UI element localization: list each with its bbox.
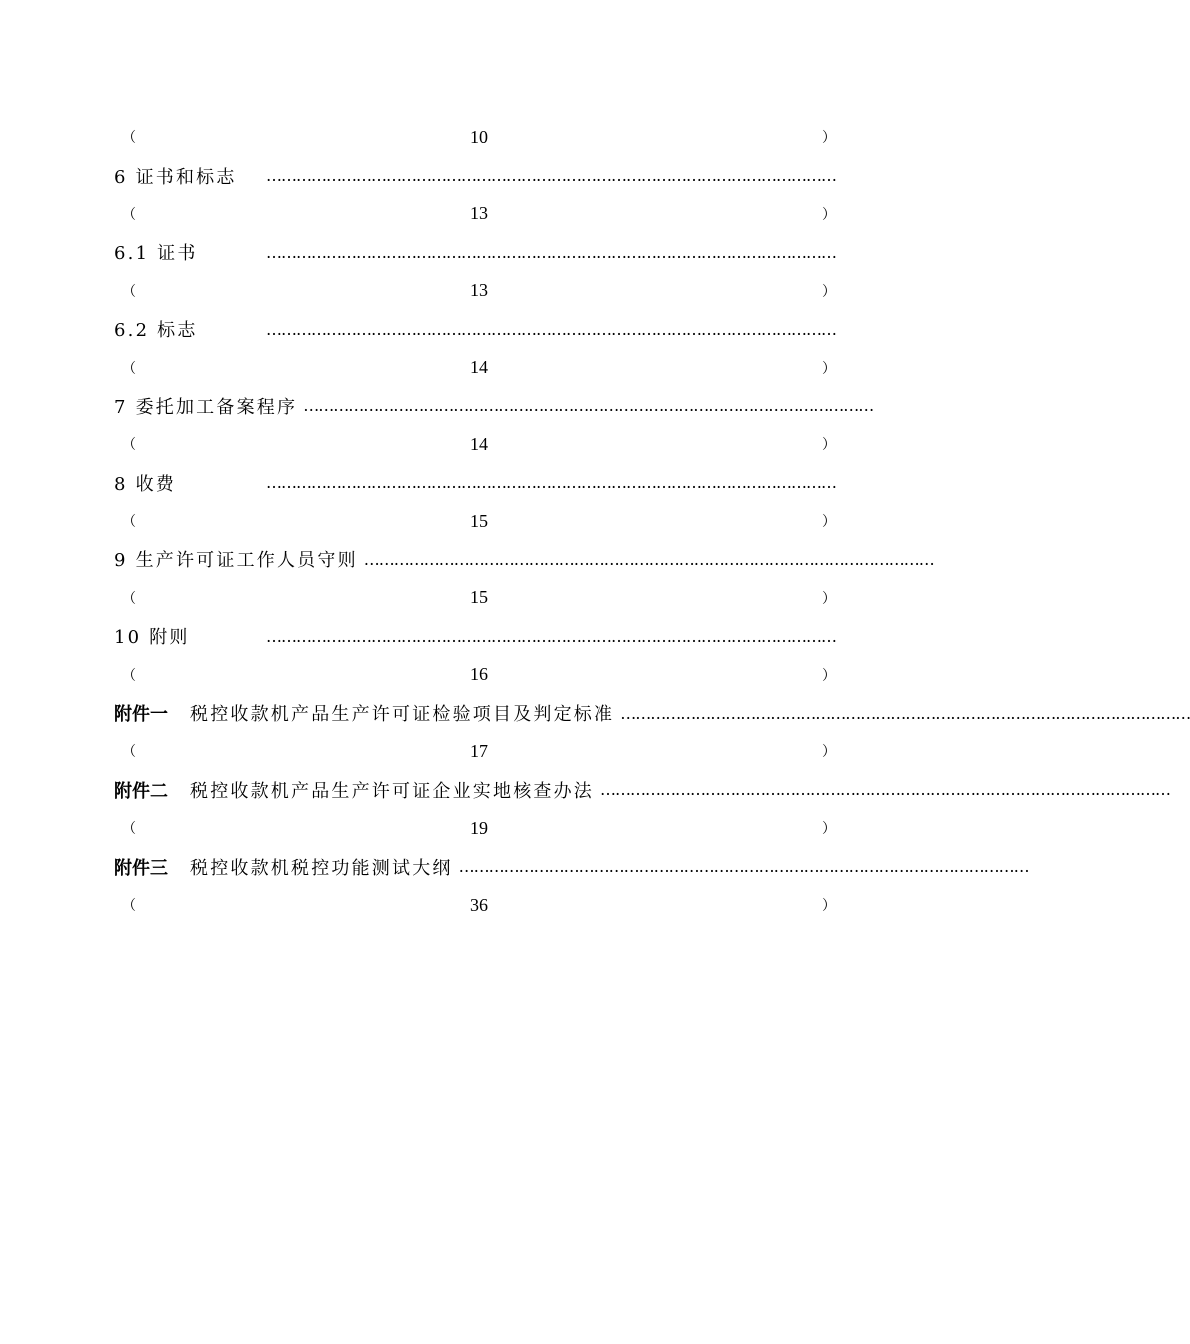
appendix-label: 附件二 <box>114 780 168 802</box>
paren-open: （ <box>122 283 136 300</box>
paren-close: ） <box>822 821 836 838</box>
page-number: 13 <box>470 280 488 301</box>
dot-leader: …………………………………………………………………………………………………… <box>266 626 836 646</box>
page-number-row <box>114 502 836 540</box>
page-number: 17 <box>470 740 488 761</box>
toc-entry-title: 6 证书和标志 <box>114 166 237 188</box>
page-number-row <box>114 425 836 463</box>
dot-leader: …………………………………………………………………………………………………… <box>266 166 836 186</box>
dot-leader: …………………………………………………………………………………………………… <box>620 703 1190 723</box>
page-number: 36 <box>470 894 488 915</box>
toc-entry-6-2[interactable] <box>114 310 836 348</box>
paren-open: （ <box>122 360 136 377</box>
paren-close: ） <box>822 667 836 684</box>
page-number-row <box>114 118 836 156</box>
paren-open: （ <box>122 590 136 607</box>
toc-entry-title: 7 委托加工备案程序 <box>114 396 298 418</box>
page-number-row <box>114 886 836 924</box>
dot-leader: …………………………………………………………………………………………………… <box>303 396 874 416</box>
toc-entry-appendix-1[interactable] <box>114 694 1190 732</box>
toc-entry-7[interactable] <box>114 387 874 425</box>
page-number-row <box>114 809 836 847</box>
toc-entry-10[interactable] <box>114 617 836 655</box>
page-number: 15 <box>470 510 488 531</box>
appendix-label: 附件一 <box>114 704 168 726</box>
paren-open: （ <box>122 514 136 531</box>
paren-close: ） <box>822 206 836 223</box>
page-number-row <box>114 272 836 310</box>
toc-entry-6-1[interactable] <box>114 233 836 271</box>
page-number: 16 <box>470 664 488 685</box>
page-number: 19 <box>470 817 488 838</box>
dot-leader: …………………………………………………………………………………………………… <box>363 549 934 569</box>
page-number: 10 <box>470 126 488 147</box>
page-number-row <box>114 579 836 617</box>
dot-leader: …………………………………………………………………………………………………… <box>600 780 1170 800</box>
paren-open: （ <box>122 744 136 761</box>
page-number-row <box>114 655 836 693</box>
toc-entry-9[interactable] <box>114 540 934 578</box>
paren-close: ） <box>822 590 836 607</box>
page-number-row <box>114 195 836 233</box>
toc-entry-title: 税控收款机产品生产许可证企业实地核查办法 <box>190 780 594 802</box>
toc-entry-appendix-2[interactable] <box>114 771 1170 809</box>
toc-entry-title: 9 生产许可证工作人员守则 <box>114 550 358 572</box>
page-number: 13 <box>470 203 488 224</box>
paren-open: （ <box>122 206 136 223</box>
paren-open: （ <box>122 898 136 914</box>
paren-open: （ <box>122 667 136 684</box>
dot-leader: …………………………………………………………………………………………………… <box>266 473 836 493</box>
paren-close: ） <box>822 514 836 531</box>
toc-entry-title: 6.2 标志 <box>114 320 198 342</box>
paren-open: （ <box>122 130 136 147</box>
table-of-contents <box>114 118 1190 924</box>
page-number-row <box>114 732 836 770</box>
page-number-row <box>114 348 836 386</box>
paren-close: ） <box>822 283 836 300</box>
toc-entry-title: 10 附则 <box>114 627 190 649</box>
page-number: 14 <box>470 357 488 378</box>
dot-leader: …………………………………………………………………………………………………… <box>266 242 836 262</box>
paren-close: ） <box>822 360 836 377</box>
toc-entry-appendix-3[interactable] <box>114 847 1029 885</box>
appendix-label: 附件三 <box>114 857 168 879</box>
dot-leader: …………………………………………………………………………………………………… <box>266 319 836 339</box>
paren-open: （ <box>122 821 136 838</box>
toc-entry-6[interactable] <box>114 156 836 194</box>
page-number: 15 <box>470 587 488 608</box>
paren-close: ） <box>822 437 836 454</box>
dot-leader: …………………………………………………………………………………………………… <box>458 857 1029 877</box>
toc-entry-title: 8 收费 <box>114 473 176 495</box>
toc-entry-title: 税控收款机产品生产许可证检验项目及判定标准 <box>190 704 615 726</box>
paren-close: ） <box>822 744 836 761</box>
toc-entry-title: 税控收款机税控功能测试大纲 <box>190 857 453 879</box>
paren-close: ） <box>822 898 836 914</box>
toc-entry-title: 6.1 证书 <box>114 243 198 265</box>
paren-close: ） <box>822 130 836 147</box>
toc-entry-8[interactable] <box>114 464 836 502</box>
page-number: 14 <box>470 433 488 454</box>
paren-open: （ <box>122 437 136 454</box>
